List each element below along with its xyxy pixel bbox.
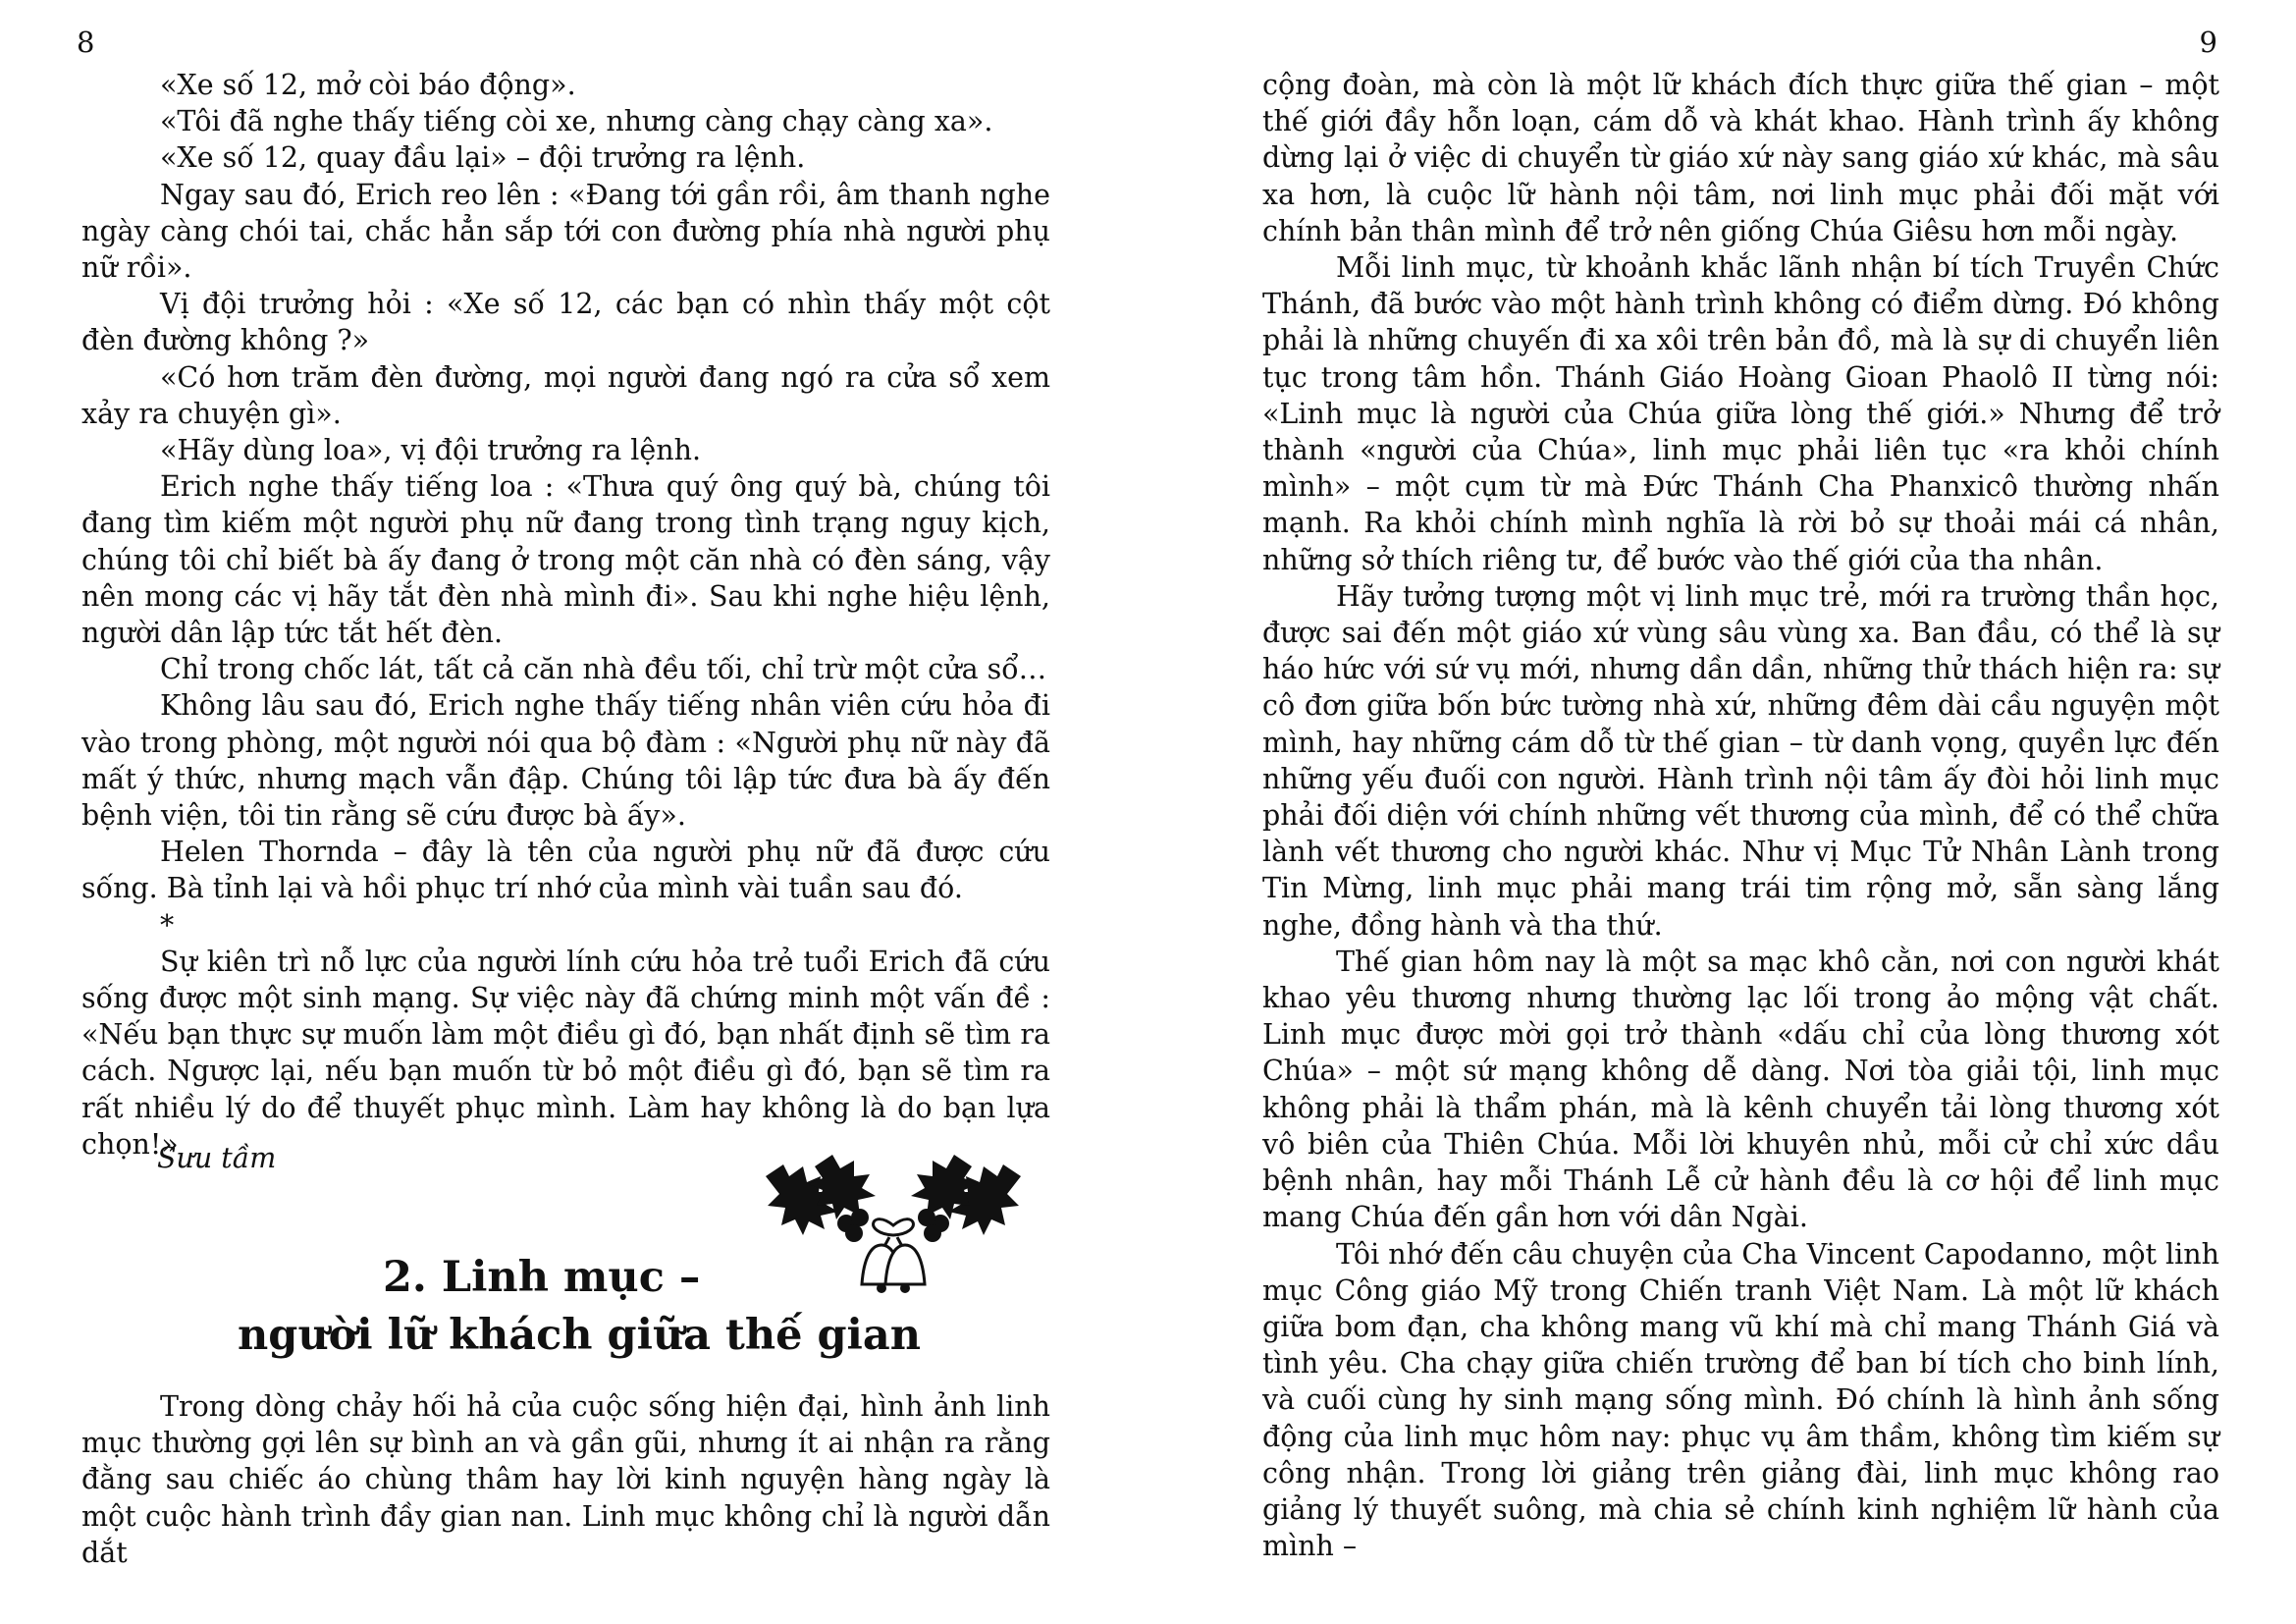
paragraph: cộng đoàn, mà còn là một lữ khách đích thực giữa thế gian – một thế giới đầy hỗn loạn, cám dỗ và khát khao. Hành trình ấy không dừng lại ở việc di chuyển từ giáo xứ này sang giáo xứ khác, mà sâu xa hơn, là cuộc lữ hành nội tâm, nơi linh mục phải đối mặt với chính bản thân mình để trở nên giống Chúa Giêsu hơn mỗi ngày. (1262, 69, 2219, 247)
paragraph: «Hãy dùng loa», vị đội trưởng ra lệnh. (160, 434, 702, 467)
chapter-title-line2: người lữ khách giữa thế gian (238, 1311, 921, 1360)
paragraph: Không lâu sau đó, Erich nghe thấy tiếng nhân viên cứu hỏa đi vào trong phòng, một người nói qua bộ đàm : «Người phụ nữ này đã mất ý thức, nhưng mạch vẫn đập. Chúng tôi lập tức đưa bà ấy đến bệnh viện, tôi tin rằng sẽ cứu được bà ấy». (81, 689, 1050, 833)
paragraph: Thế gian hôm nay là một sa mạc khô cằn, nơi con người khát khao yêu thương nhưng thường lạc lối trong ảo mộng vật chất. Linh mục được mời gọi trở thành «dấu chỉ của lòng thương xót Chúa» – một sứ mạng không dễ dàng. Nơi tòa giải tội, linh mục không phải là thẩm phán, mà là kênh chuyển tải lòng thương xót vô biên của Thiên Chúa. Mỗi lời khuyên nhủ, mỗi cử chỉ xức dầu bệnh nhân, hay mỗi Thánh Lễ cử hành đều là cơ hội để linh mục mang Chúa đến gần hơn với dân Ngài. (1262, 945, 2219, 1234)
paragraph: Sự kiên trì nỗ lực của người lính cứu hỏa trẻ tuổi Erich đã cứu sống được một sinh mạng. Sự việc này đã chứng minh một vấn đề : «Nếu bạn thực sự muốn làm một điều gì đó, bạn nhất định sẽ tìm ra cách. Ngược lại, nếu bạn muốn từ bỏ một điều gì đó, bạn sẽ tìm ra rất nhiều lý do để thuyết phục mình. Làm hay không là do bạn lựa chọn!» (81, 945, 1050, 1161)
paragraph: Trong dòng chảy hối hả của cuộc sống hiện đại, hình ảnh linh mục thường gợi lên sự bình an và gần gũi, nhưng ít ai nhận ra rằng đằng sau chiếc áo chùng thâm hay lời kinh nguyện hàng ngày là một cuộc hành trình đầy gian nan. Linh mục không chỉ là người dẫn dắt (81, 1390, 1050, 1569)
paragraph: «Có hơn trăm đèn đường, mọi người đang ngó ra cửa sổ xem xảy ra chuyện gì». (81, 360, 1050, 430)
chapter-title-line1: 2. Linh mục – (383, 1253, 701, 1302)
paragraph: «Xe số 12, mở còi báo động». (160, 69, 576, 101)
paragraph: Erich nghe thấy tiếng loa : «Thưa quý ông quý bà, chúng tôi đang tìm kiếm một người phụ nữ đang trong tình trạng nguy kịch, chúng tôi chỉ biết bà ấy đang ở trong một căn nhà có đèn sáng, vậy nên mong các vị hãy tắt đèn nhà mình đi». Sau khi nghe hiệu lệnh, người dân lập tức tắt hết đèn. (81, 470, 1050, 650)
page-number-left: 8 (77, 26, 95, 59)
page-number-right: 9 (2199, 26, 2217, 59)
chapter-title (88, 1249, 1070, 1365)
paragraph: Chỉ trong chốc lát, tất cả căn nhà đều tối, chỉ trừ một cửa sổ… (160, 653, 1047, 686)
section-separator: * (160, 908, 175, 942)
paragraph: «Tôi đã nghe thấy tiếng còi xe, nhưng càng chạy càng xa». (160, 105, 993, 138)
paragraph: Vị đội trưởng hỏi : «Xe số 12, các bạn có nhìn thấy một cột đèn đường không ?» (81, 288, 1050, 357)
paragraph: Tôi nhớ đến câu chuyện của Cha Vincent Capodanno, một linh mục Công giáo Mỹ trong Chiến tranh Việt Nam. Là một lữ khách giữa bom đạn, cha không mang vũ khí mà chỉ mang Thánh Giá và tình yêu. Cha chạy giữa chiến trường để ban bí tích cho binh lính, và cuối cùng hy sinh mạng sống mình. Đó chính là hình ảnh sống động của linh mục hôm nay: phục vụ âm thầm, không tìm kiếm sự công nhận. Trong lời giảng trên giảng đài, linh mục không rao giảng lý thuyết suông, mà chia sẻ chính kinh nghiệm lữ hành của mình – (1262, 1237, 2219, 1563)
chapter-intro (81, 1388, 1050, 1571)
paragraph: Helen Thornda – đây là tên của người phụ nữ đã được cứu sống. Bà tỉnh lại và hồi phục trí nhớ của mình vài tuần sau đó. (81, 836, 1050, 905)
paragraph: Mỗi linh mục, từ khoảnh khắc lãnh nhận bí tích Truyền Chức Thánh, đã bước vào một hành trình không có điểm dừng. Đó không phải là những chuyến đi xa xôi trên bản đồ, mà là sự di chuyển liên tục trong tâm hồn. Thánh Giáo Hoàng Gioan Phaolô II từng nói: «Linh mục là người của Chúa giữa lòng thế giới.» Nhưng để trở thành «người của Chúa», linh mục phải liên tục «ra khỏi chính mình» – một cụm từ mà Đức Thánh Cha Phanxicô thường nhấn mạnh. Ra khỏi chính mình nghĩa là rời bỏ sự thoải mái cá nhân, những sở thích riêng tư, để bước vào thế giới của tha nhân. (1262, 251, 2219, 576)
right-page-body (1262, 67, 2219, 1564)
paragraph: Ngay sau đó, Erich reo lên : «Đang tới gần rồi, âm thanh nghe ngày càng chói tai, chắc hẳn sắp tới con đường phía nhà người phụ nữ rồi». (81, 178, 1050, 285)
paragraph: «Xe số 12, quay đầu lại» – đội trưởng ra lệnh. (160, 141, 806, 175)
paragraph: Hãy tưởng tượng một vị linh mục trẻ, mới ra trường thần học, được sai đến một giáo xứ vùng sâu vùng xa. Ban đầu, có thể là sự háo hức với sứ vụ mới, nhưng dần dần, những thử thách hiện ra: sự cô đơn giữa bốn bức tường nhà xứ, những đêm dài cầu nguyện một mình, hay những cám dỗ từ thế gian – từ danh vọng, quyền lực đến những yếu đuối con người. Hành trình nội tâm ấy đòi hỏi linh mục phải đối diện với chính những vết thương của mình, để có thể chữa lành vết thương cho người khác. Như vị Mục Tử Nhân Lành trong Tin Mừng, linh mục phải mang trái tim rộng mở, sẵn sàng lắng nghe, đồng hành và tha thứ. (1262, 579, 2219, 942)
source-attribution: Sưu tầm (157, 1142, 277, 1174)
left-page-body (81, 67, 1050, 1163)
